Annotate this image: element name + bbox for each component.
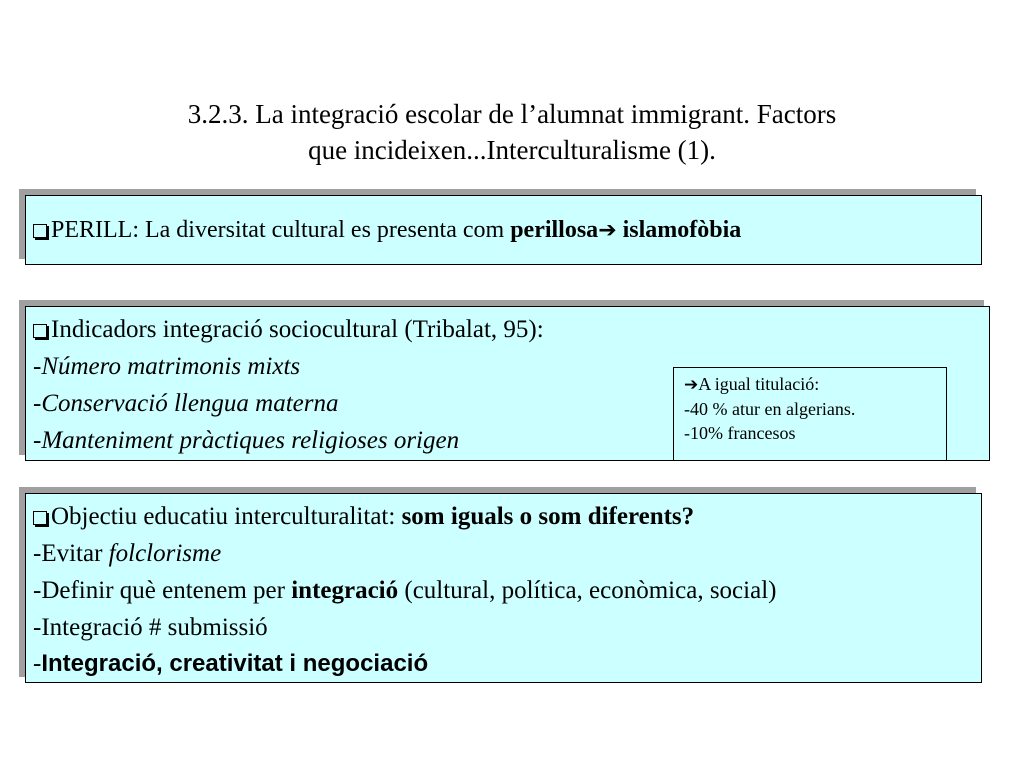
folclorisme-text: folclorisme (108, 540, 222, 567)
negociacio-text: Integració, creativitat i negociació (41, 650, 429, 677)
inset-line-3: -10% francesos (684, 423, 796, 443)
right-arrow-icon: ➔ (598, 218, 617, 243)
inset-line-1 (684, 372, 946, 397)
islamofobia-text: islamofòbia (616, 217, 742, 243)
perill-line (33, 215, 741, 246)
slide-title (60, 96, 964, 168)
objectiu-line-5 (33, 649, 428, 679)
objectiu-line-5-dash: - (33, 650, 42, 677)
inset-line-1-text: A igual titulació: (698, 374, 820, 394)
indicador-item-text: Manteniment pràctiques religioses origen (41, 427, 460, 454)
inset-line-2: -40 % atur en algerians. (684, 399, 856, 419)
titulacio-note-box (673, 367, 947, 461)
indicador-item: -Número matrimonis mixts (33, 353, 301, 380)
objectiu-line-2 (33, 539, 221, 569)
indicador-item-text: Conservació llengua materna (41, 390, 339, 417)
indicador-item: -Manteniment pràctiques religioses origen (33, 427, 460, 454)
objectiu-line-3-pre: -Definir què entenem per (33, 577, 292, 604)
objectiu-question: som iguals o som diferents? (401, 503, 695, 530)
square-bullet-icon (33, 224, 47, 238)
objectiu-line-3 (33, 576, 776, 606)
title-line-2: que incideixen...Interculturalisme (1). (308, 135, 716, 165)
square-bullet-icon (33, 324, 47, 338)
objectiu-line-3-post: (cultural, política, econòmica, social) (398, 577, 777, 604)
perill-box (25, 195, 982, 265)
indicadors-heading (33, 315, 544, 345)
indicadors-heading-text: Indicadors integració sociocultural (Tribalat, 95): (51, 316, 544, 343)
title-line-1: 3.2.3. La integració escolar de l’alumnat immigrant. Factors (187, 99, 837, 129)
objectiu-line-4: -Integració # submissió (33, 614, 268, 641)
indicador-item-text: Número matrimonis mixts (41, 353, 301, 380)
square-bullet-icon (33, 511, 47, 525)
integracio-text: integració (291, 577, 399, 604)
perill-text: PERILL: La diversitat cultural es presenta com (51, 217, 511, 243)
objectiu-heading-text: Objectiu educatiu interculturalitat: (51, 503, 402, 530)
objectiu-line-2-text: -Evitar (33, 540, 109, 567)
indicador-item: -Conservació llengua materna (33, 390, 339, 417)
objectiu-box (25, 493, 982, 683)
right-arrow-icon: ➔ (684, 375, 699, 395)
perillosa-text: perillosa (510, 217, 599, 243)
objectiu-heading (33, 502, 694, 532)
